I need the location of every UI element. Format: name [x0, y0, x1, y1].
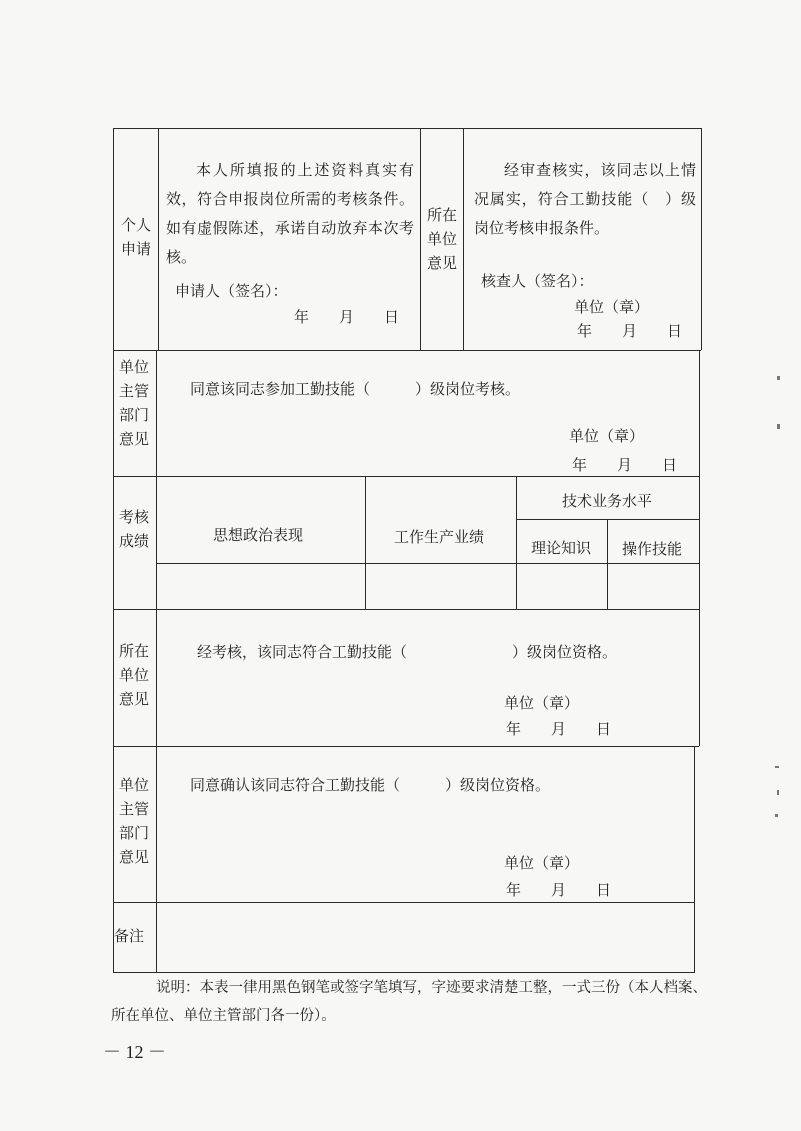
section4-date: 年 月 日: [506, 720, 612, 738]
section1-verification: 经审查核实，该同志以上情况属实，符合工勤技能（ ）级岗位考核申报条件。: [474, 161, 696, 237]
scan-speck: [777, 424, 780, 429]
divider-s3-subheader: [516, 519, 699, 520]
scan-speck: [775, 814, 778, 817]
section2-label: 单位主管部门意见: [118, 358, 149, 448]
section6-label: 备注: [114, 927, 145, 945]
section1-unit-stamp: 单位（章）: [574, 298, 650, 316]
section1-applicant-date: 年 月 日: [294, 308, 400, 326]
divider-s5-label: [156, 746, 157, 902]
section3-label: 考核成绩: [118, 508, 149, 550]
section1-checker-signature: 核查人（签名）：: [481, 272, 594, 290]
divider-s1-mid-left: [420, 128, 421, 350]
scan-speck: [777, 376, 780, 380]
divider-s3-col3: [607, 519, 608, 609]
divider-s6-label: [156, 902, 157, 972]
divider-row4: [113, 746, 699, 747]
col-technical-level: 技术业务水平: [562, 492, 653, 510]
score-political-cell[interactable]: [158, 565, 364, 608]
section2-opinion: 同意该同志参加工勤技能（ ）级岗位考核。: [190, 380, 521, 398]
section2-date: 年 月 日: [572, 456, 678, 474]
divider-row3: [113, 609, 699, 610]
section1-unit-label: 所在单位意见: [426, 206, 457, 272]
table-border-right-1: [701, 128, 702, 350]
scan-speck: [777, 790, 779, 795]
divider-s1-label: [158, 128, 159, 350]
col-political-performance: 思想政治表现: [213, 526, 304, 544]
divider-s1-mid-right: [463, 128, 464, 350]
divider-s2-label: [156, 350, 157, 476]
section1-checker-date: 年 月 日: [577, 322, 683, 340]
table-border-top: [113, 128, 702, 129]
section2-unit-stamp: 单位（章）: [569, 427, 645, 445]
divider-row1: [113, 350, 701, 351]
divider-s3-col1: [365, 476, 366, 609]
remarks-cell[interactable]: [158, 904, 692, 970]
divider-s3-col2: [516, 476, 517, 609]
score-theory-cell[interactable]: [518, 565, 606, 608]
score-operation-cell[interactable]: [609, 565, 698, 608]
table-border-right-3: [694, 746, 695, 972]
section4-opinion: 经考核，该同志符合工勤技能（ ）级岗位资格。: [197, 643, 618, 661]
section5-unit-stamp: 单位（章）: [504, 854, 580, 872]
page-number: － 12 －: [103, 1042, 166, 1062]
score-work-cell[interactable]: [367, 565, 515, 608]
col-theory-knowledge: 理论知识: [531, 539, 592, 557]
section1-label: 个人申请: [120, 216, 151, 258]
divider-s3-label: [156, 476, 157, 609]
section4-label: 所在单位意见: [118, 642, 149, 708]
scan-speck: [775, 766, 779, 768]
col-work-performance: 工作生产业绩: [394, 528, 485, 546]
section5-date: 年 月 日: [506, 881, 612, 899]
footnote: 说明：本表一律用黑色钢笔或签字笔填写，字迹要求清楚工整，一式三份（本人档案、所在单位、单位主管部门各一份）。: [111, 980, 707, 1024]
section4-unit-stamp: 单位（章）: [504, 694, 580, 712]
section1-applicant-signature: 申请人（签名）：: [175, 282, 288, 300]
section1-declaration: 本人所填报的上述资料真实有效，符合申报岗位所需的考核条件。如有虚假陈述，承诺自动放弃本次考核。: [166, 161, 414, 266]
col-operation-skill: 操作技能: [622, 540, 683, 558]
divider-s4-label: [156, 609, 157, 746]
table-border-right-2: [699, 350, 700, 746]
table-border-bottom: [113, 972, 695, 973]
section5-label: 单位主管部门意见: [118, 776, 149, 866]
section5-opinion: 同意确认该同志符合工勤技能（ ）级岗位资格。: [190, 776, 551, 794]
divider-s3-header-bottom: [156, 563, 699, 564]
